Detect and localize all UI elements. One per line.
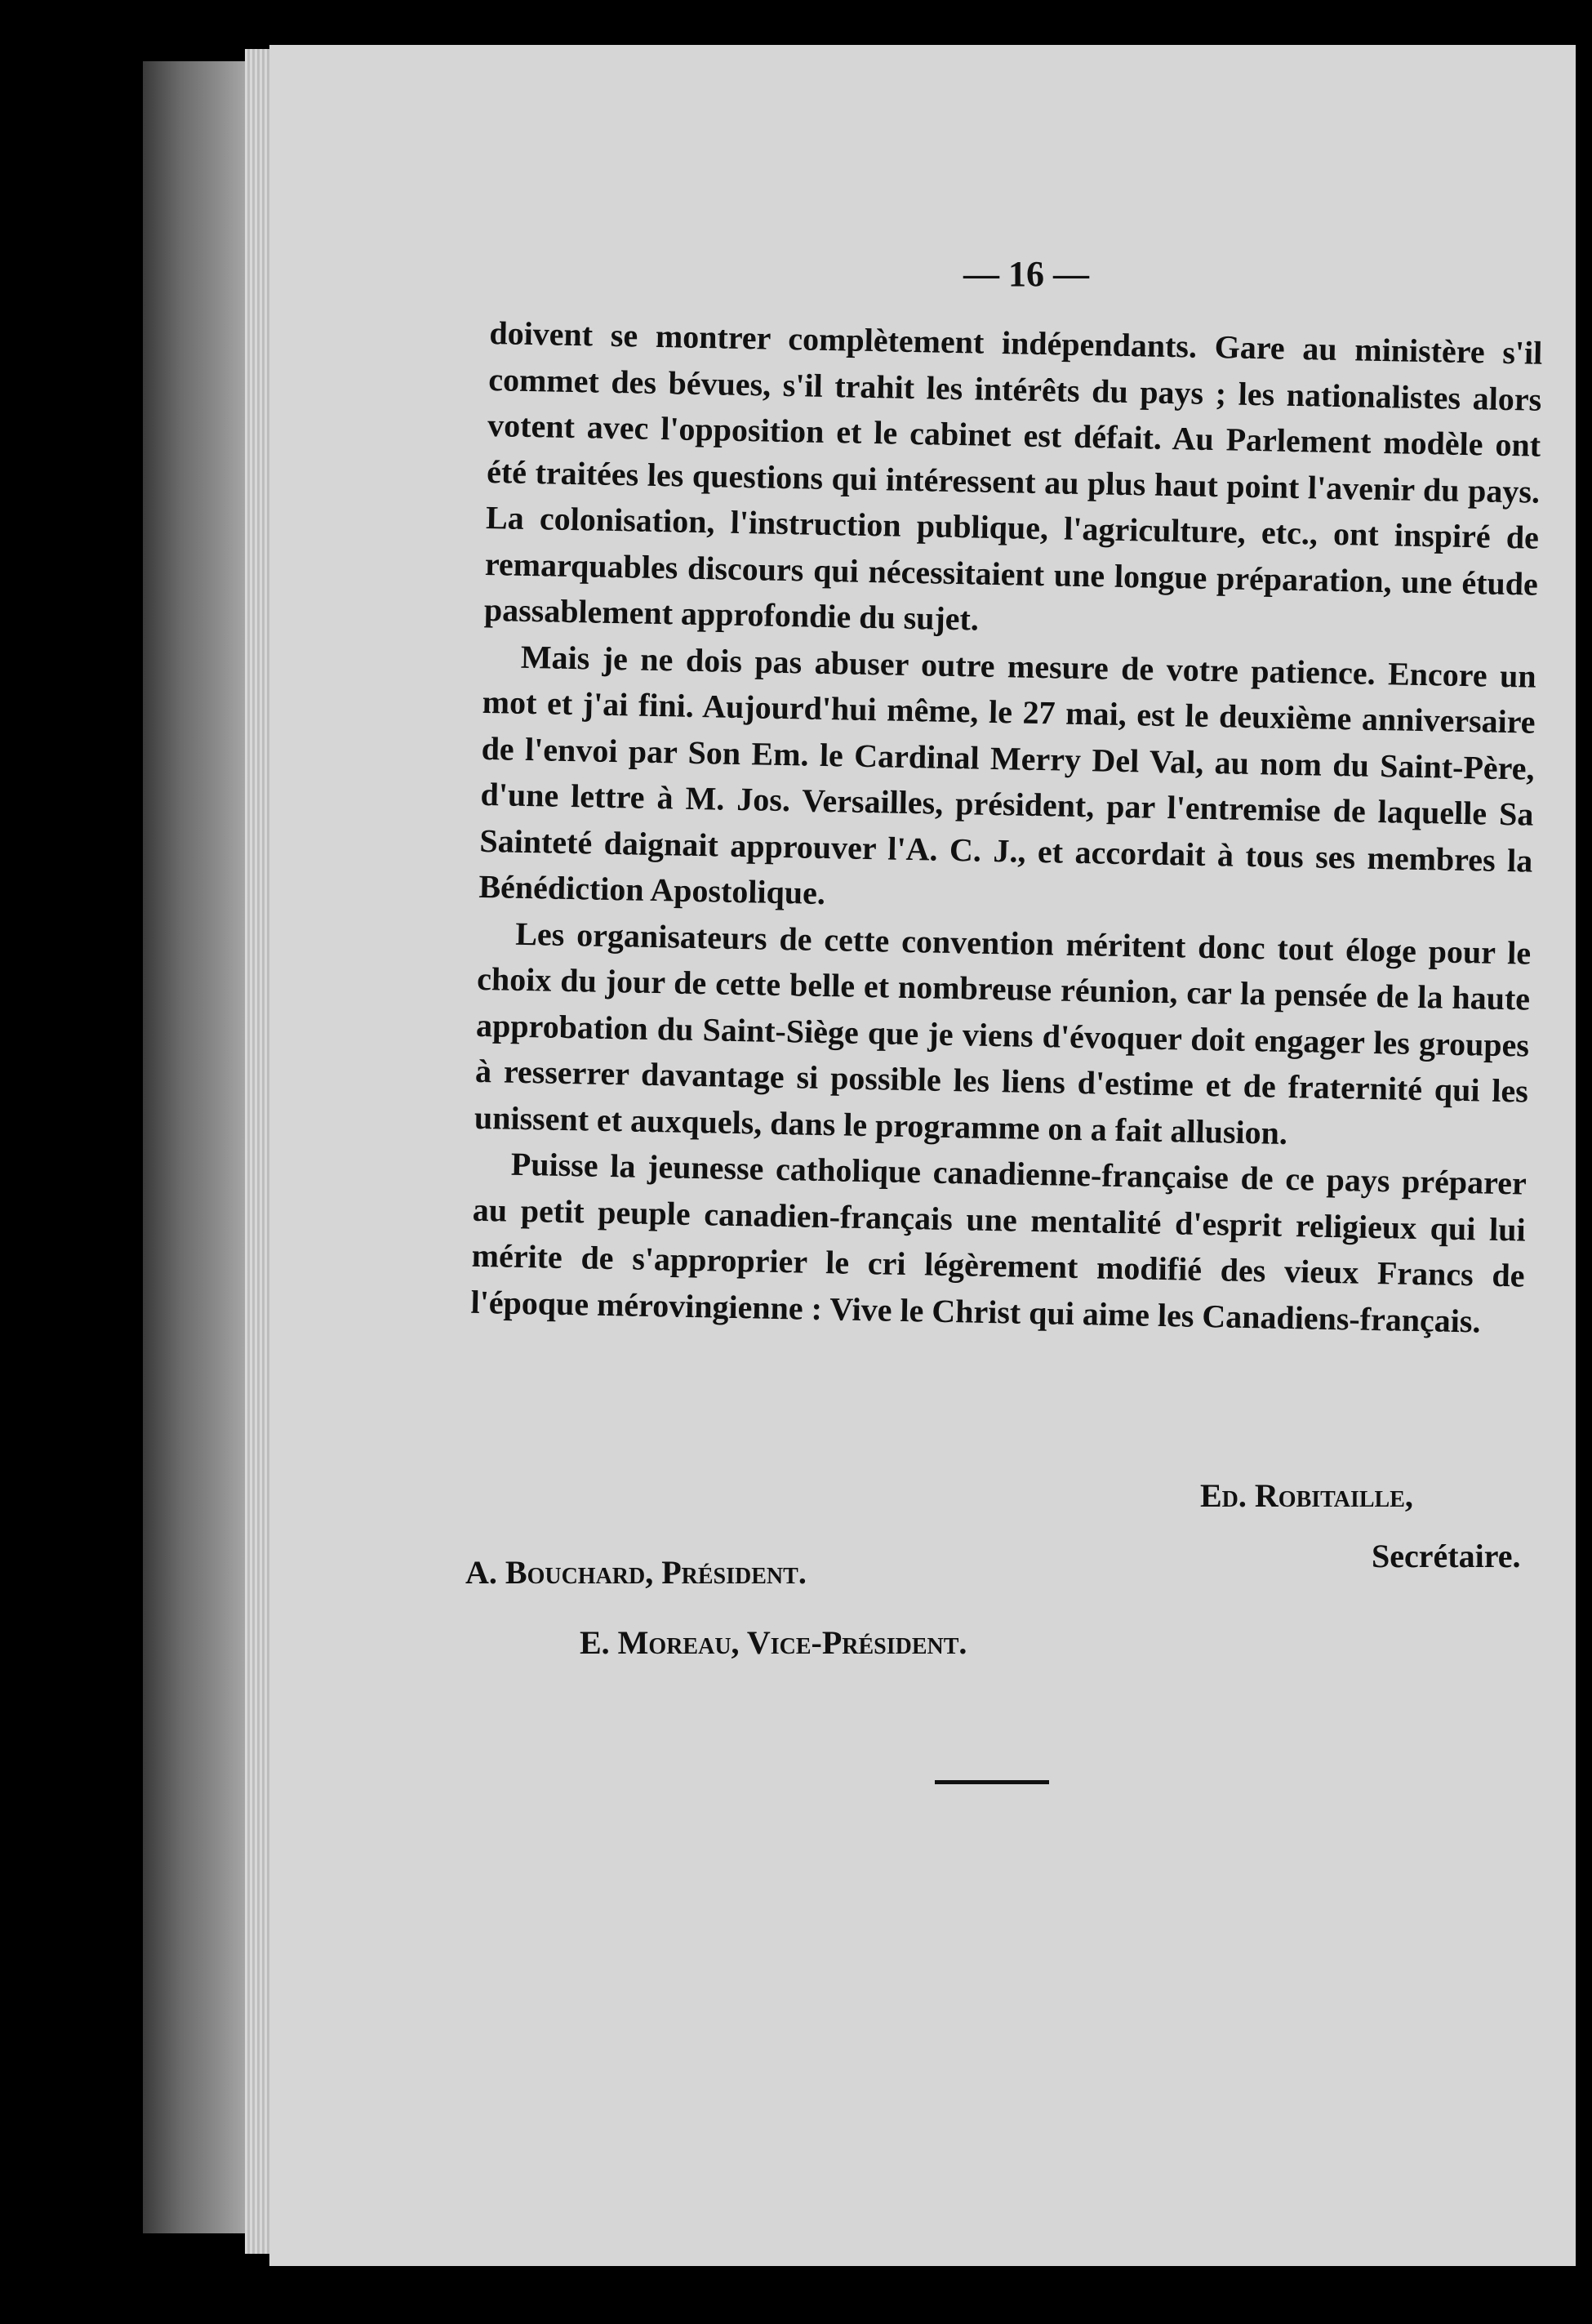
secretary-name: Ed. Robitaille, <box>1200 1477 1413 1514</box>
paragraph-4: Puisse la jeunesse catholique canadienne-française de ce pays préparer au petit peuple canadien-français une mentalité d'esprit religieux qui lui mérite de s'approprier le cri légèrement modifié des vieux Francs de l'époque mérovingienne : Vive le Christ qui aime les Canadiens-français. <box>470 1145 1528 1340</box>
closing-rule <box>935 1780 1049 1784</box>
paragraph-3: Les organisateurs de cette convention méritent donc tout éloge pour le choix du jour de cette belle et nombreuse réunion, car la pensée de la haute approbation du Saint-Siège que je viens d'évoquer doit engager les groupes à resserrer davantage si possible les liens d'estime et de fraternité qui les unissent et auxquels, dans le programme on a fait allusion. <box>474 915 1532 1151</box>
paragraph-1: doivent se montrer complètement indépendants. Gare au ministère s'il commet des bévues, s'il trahit les intérêts du pays ; les nationalistes alors votent avec l'opposition et le cabinet est défait. Au Parlement modèle ont été traitées les questions qui intéressent au plus haut point l'avenir du pays. La colonisation, l'instruction publique, l'agriculture, etc., ont inspiré de remarquables discours qui nécessitaient une longue préparation, une étude passablement approfondie du sujet. <box>483 314 1543 638</box>
body-text <box>470 310 1543 1346</box>
secretary-title: Secrétaire. <box>1372 1538 1521 1574</box>
paragraph-2: Mais je ne dois pas abuser outre mesure de votre patience. Encore un mot et j'ai fini. Aujourd'hui même, le 27 mai, est le deuxième anniversaire de l'envoi par Son Em. le Cardinal Merry Del Val, au nom du Saint-Père, d'une lettre à M. Jos. Versailles, président, par l'entremise de laquelle Sa Sainteté daignait approuver l'A. C. J., et accordait à tous ses membres la Bénédiction Apostolique. <box>478 638 1537 912</box>
page-number: — 16 — <box>963 254 1089 294</box>
vice-president-signature: E. Moreau, Vice-Président. <box>580 1624 967 1661</box>
president-signature: A. Bouchard, Président. <box>465 1554 807 1591</box>
